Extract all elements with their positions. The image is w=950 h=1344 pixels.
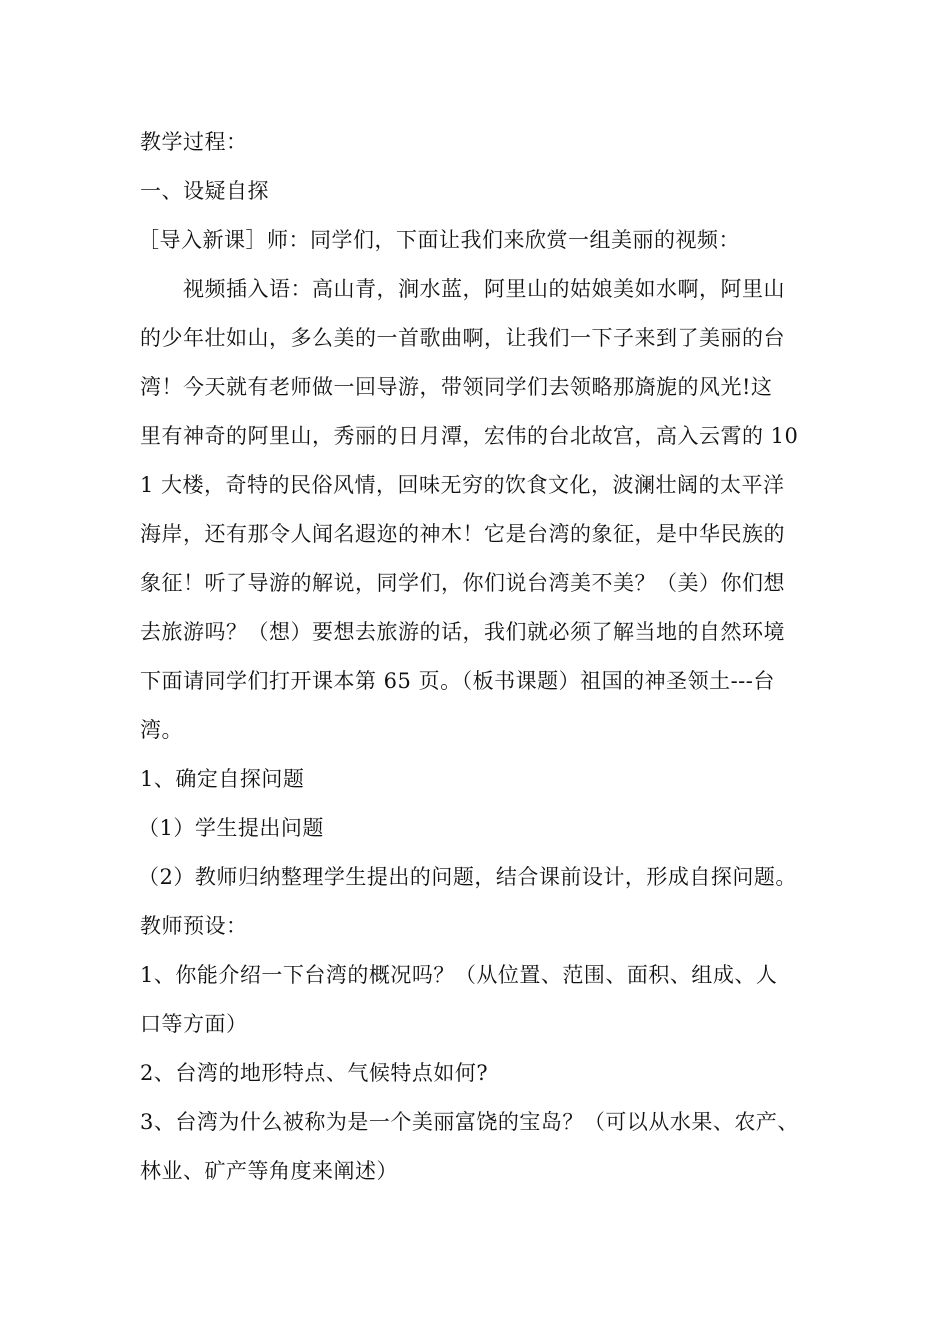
paragraph-line: 里有神奇的阿里山，秀丽的日月潭，宏伟的台北故宫，高入云霄的 10: [140, 424, 799, 448]
preset-line: 口等方面）: [140, 1012, 248, 1036]
preset-line: 林业、矿产等角度来阐述）: [140, 1159, 398, 1183]
paragraph-line: 下面请同学们打开课本第 65 页。（板书课题）祖国的神圣领土---台: [140, 669, 775, 693]
paragraph-line: 湾！今天就有老师做一回导游，带领同学们去领略那旖旎的风光!这: [140, 375, 773, 399]
item-1-title: 1、确定自探问题: [140, 767, 305, 791]
preset-line: 1、你能介绍一下台湾的概况吗？（从位置、范围、面积、组成、人: [140, 963, 778, 987]
paragraph-line: 的少年壮如山，多么美的一首歌曲啊，让我们一下子来到了美丽的台: [140, 326, 785, 350]
item-1-sub2: （2）教师归纳整理学生提出的问题，结合课前设计，形成自探问题。: [138, 865, 797, 889]
paragraph-line: 湾。: [140, 718, 183, 742]
item-1-sub1: （1）学生提出问题: [138, 816, 324, 840]
teacher-preset-label: 教师预设：: [140, 914, 248, 938]
paragraph-line: 海岸，还有那令人闻名遐迩的神木！它是台湾的象征，是中华民族的: [140, 522, 785, 546]
paragraph-line: 视频插入语：高山青，涧水蓝，阿里山的姑娘美如水啊，阿里山: [183, 277, 785, 301]
intro-line: ［导入新课］师：同学们，下面让我们来欣赏一组美丽的视频：: [138, 228, 740, 252]
preset-line: 3、台湾为什么被称为是一个美丽富饶的宝岛？（可以从水果、农产、: [140, 1110, 799, 1134]
heading-process: 教学过程：: [140, 130, 248, 154]
preset-line: 2、台湾的地形特点、气候特点如何?: [140, 1061, 489, 1085]
paragraph-line: 象征！听了导游的解说，同学们，你们说台湾美不美？（美）你们想: [140, 571, 785, 595]
section-one-title: 一、设疑自探: [140, 179, 269, 203]
paragraph-line: 去旅游吗？（想）要想去旅游的话，我们就必须了解当地的自然环境: [140, 620, 785, 644]
paragraph-line: 1 大楼，奇特的民俗风情，回味无穷的饮食文化，波澜壮阔的太平洋: [140, 473, 785, 497]
